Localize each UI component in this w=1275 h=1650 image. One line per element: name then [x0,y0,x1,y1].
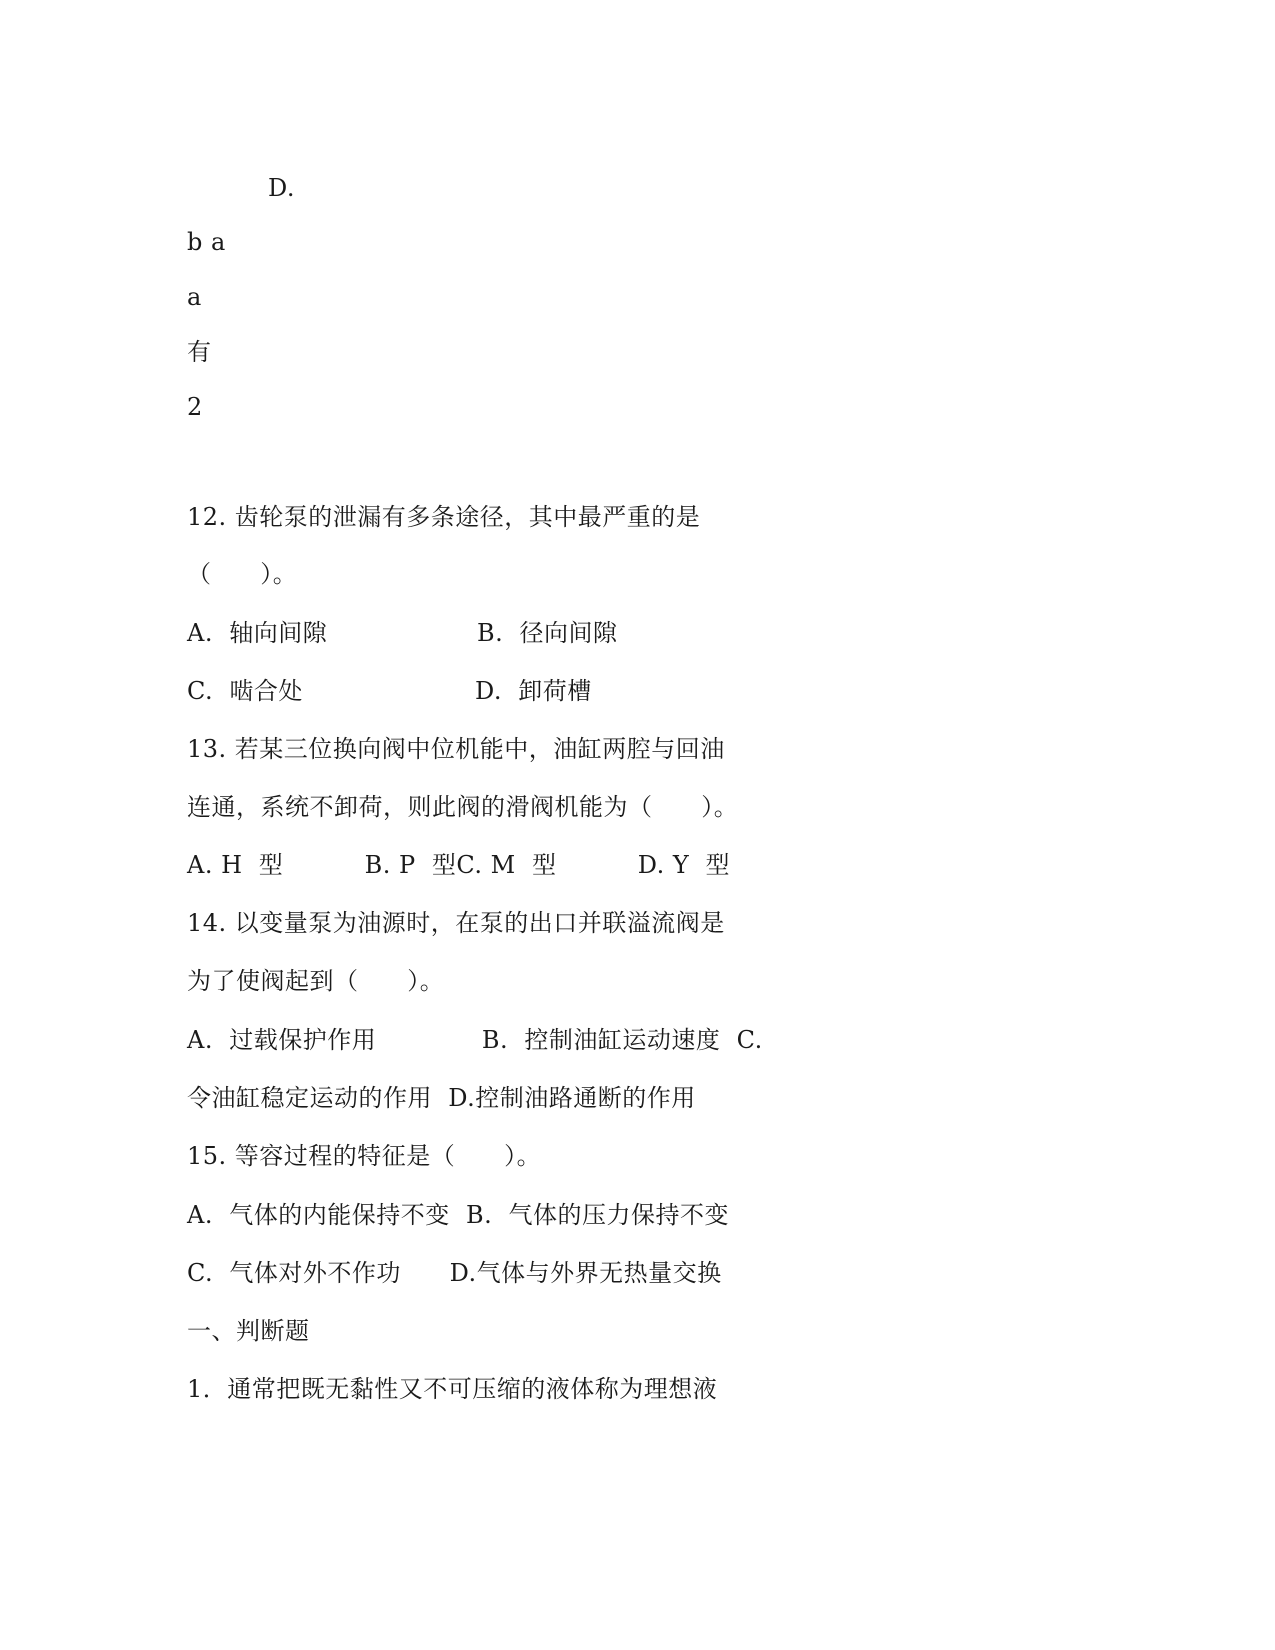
question-15-stem: 15. 等容过程的特征是（ ）。 [187,1142,542,1170]
question-12-option-b: B. 径向间隙 [477,619,618,647]
question-12-stem: 12. 齿轮泵的泄漏有多条途径，其中最严重的是 [187,503,701,531]
question-12-option-a: A. 轴向间隙 [187,619,328,647]
question-14-stem-continued: 为了使阀起到（ ）。 [187,967,445,995]
question-15-options: A. 气体的内能保持不变 B. 气体的压力保持不变 [187,1201,729,1229]
question-12-option-d: D. 卸荷槽 [475,677,592,705]
question-13-stem: 13. 若某三位换向阀中位机能中，油缸两腔与回油 [187,735,725,763]
question-14-options-continued: 令油缸稳定运动的作用 D.控制油路通断的作用 [187,1084,696,1112]
text-fragment: b a [187,228,226,256]
question-15-options-continued: C. 气体对外不作功 D.气体与外界无热量交换 [187,1259,722,1287]
text-fragment: 2 [187,393,203,421]
question-12-blank: （ ）。 [187,560,298,588]
text-fragment: 有 [187,338,212,366]
text-fragment: a [187,283,202,311]
question-14-stem: 14. 以变量泵为油源时，在泵的出口并联溢流阀是 [187,909,725,937]
section-heading: 一、判断题 [187,1317,310,1345]
true-false-item-1: 1．通常把既无黏性又不可压缩的液体称为理想液 [187,1375,718,1403]
question-12-option-c: C. 啮合处 [187,677,303,705]
question-13-stem-continued: 连通，系统不卸荷，则此阀的滑阀机能为（ ）。 [187,793,739,821]
question-13-options: A. H 型 B. P 型C. M 型 D. Y 型 [187,851,730,879]
option-d-fragment: D. [268,174,296,202]
question-14-options: A. 过载保护作用 B. 控制油缸运动速度 C. [187,1026,763,1054]
